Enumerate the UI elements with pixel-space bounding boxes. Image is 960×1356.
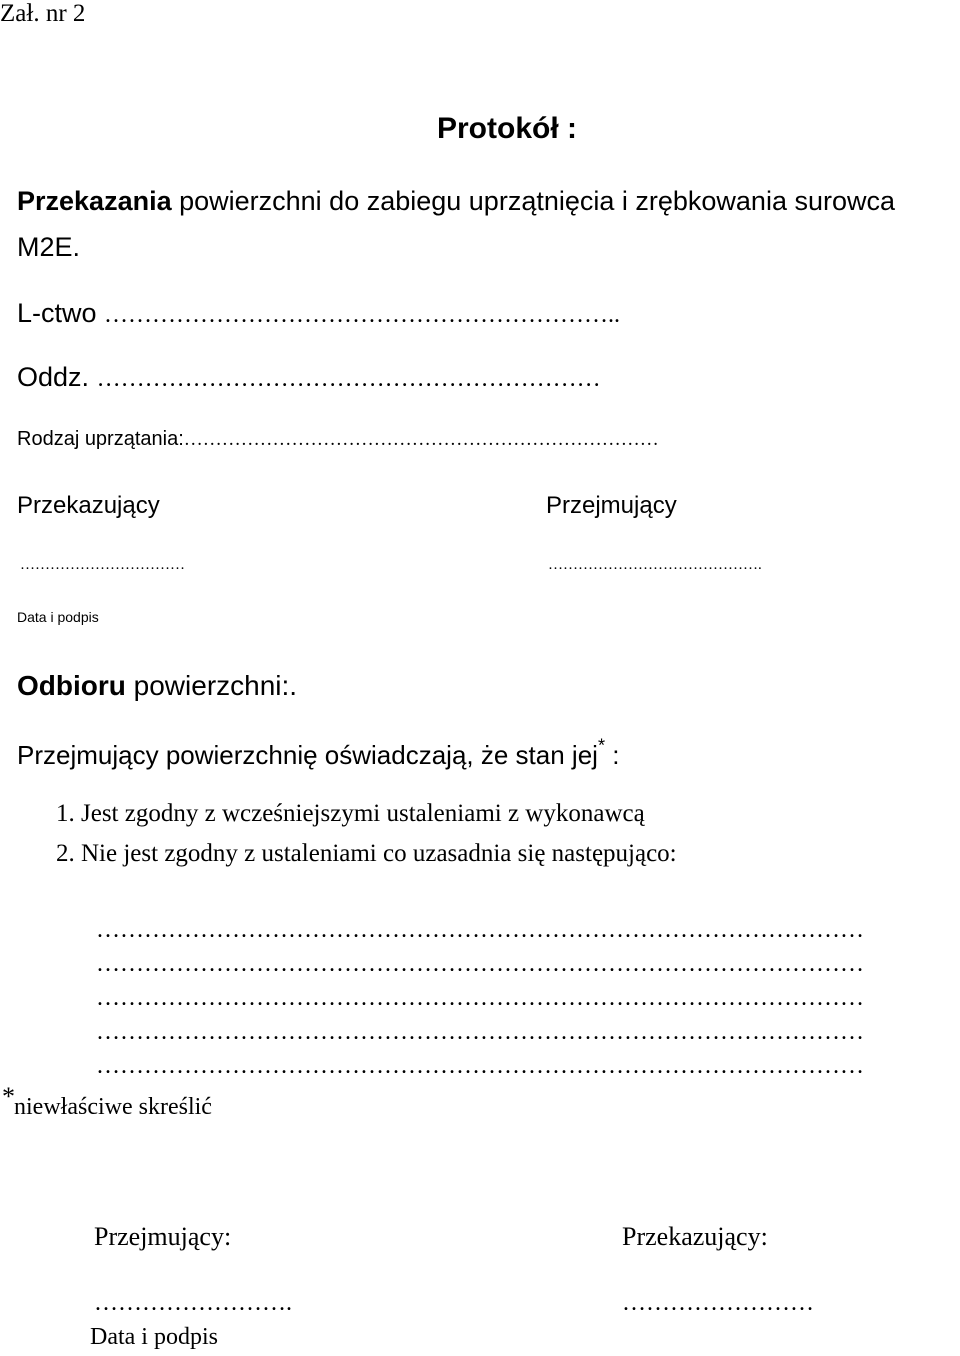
- option-number: 1.: [56, 800, 75, 827]
- cleanup-type-row: [17, 428, 659, 451]
- transferor-signature-field[interactable]: ……………………………: [20, 557, 185, 573]
- justification-line[interactable]: ……………………………………………………………………………………: [96, 1019, 864, 1045]
- final-date-signature-label: Data i podpis: [90, 1324, 218, 1350]
- final-transferor-label: Przekazujący:: [622, 1222, 768, 1251]
- footnote-text: niewłaściwe skreślić: [14, 1094, 212, 1120]
- section-label: Oddz.: [17, 362, 90, 392]
- page-title: Protokół :: [437, 112, 577, 145]
- forestry-row: [17, 298, 620, 329]
- option-text: Nie jest zgodny z ustaleniami co uzasadnia się następująco:: [81, 840, 677, 867]
- acceptance-heading-bold: Odbioru: [17, 670, 126, 701]
- justification-line[interactable]: ……………………………………………………………………………………: [96, 917, 864, 943]
- option-text: Jest zgodny z wcześniejszymi ustaleniami z wykonawcą: [81, 800, 645, 827]
- section-row: [17, 362, 601, 393]
- handover-heading-rest: powierzchni do zabiegu uprzątnięcia i zrębkowania surowca: [179, 186, 896, 216]
- recipient-signature-field[interactable]: …………………………………….: [548, 557, 762, 573]
- forestry-field[interactable]: ………………………………………………………..: [104, 302, 621, 328]
- final-recipient-signature-field[interactable]: …………………….: [94, 1290, 292, 1316]
- acceptance-statement: [17, 735, 620, 771]
- footnote-star: *: [2, 1082, 15, 1111]
- section-field[interactable]: ………………………………………………………: [96, 366, 601, 392]
- acceptance-heading: [17, 670, 297, 702]
- handover-heading-bold: Przekazania: [17, 186, 172, 216]
- justification-line[interactable]: ……………………………………………………………………………………: [96, 985, 864, 1011]
- acceptance-statement-end: :: [612, 740, 620, 770]
- handover-heading-line2: M2E.: [17, 232, 81, 262]
- cleanup-type-field[interactable]: …………………………………………………………………: [183, 429, 659, 450]
- footnote-marker: *: [597, 735, 606, 756]
- acceptance-statement-text: Przejmujący powierzchnię oświadczają, że stan jej: [17, 740, 598, 770]
- acceptance-heading-rest: powierzchni:.: [133, 670, 298, 701]
- justification-line[interactable]: ……………………………………………………………………………………: [96, 1053, 864, 1079]
- final-transferor-signature-field[interactable]: ……………………: [622, 1290, 814, 1316]
- forestry-label: L-ctwo: [17, 298, 97, 328]
- date-signature-label: Data i podpis: [17, 609, 99, 625]
- attachment-label: Zał. nr 2: [0, 0, 86, 27]
- handover-heading: [17, 186, 895, 217]
- transferor-label: Przekazujący: [17, 492, 160, 519]
- cleanup-type-label: Rodzaj uprzątania:: [17, 428, 184, 450]
- justification-line[interactable]: ……………………………………………………………………………………: [96, 951, 864, 977]
- option-item: [56, 800, 645, 828]
- option-item: [56, 840, 677, 868]
- recipient-label: Przejmujący: [546, 492, 677, 519]
- final-recipient-label: Przejmujący:: [94, 1222, 232, 1251]
- option-number: 2.: [56, 840, 75, 867]
